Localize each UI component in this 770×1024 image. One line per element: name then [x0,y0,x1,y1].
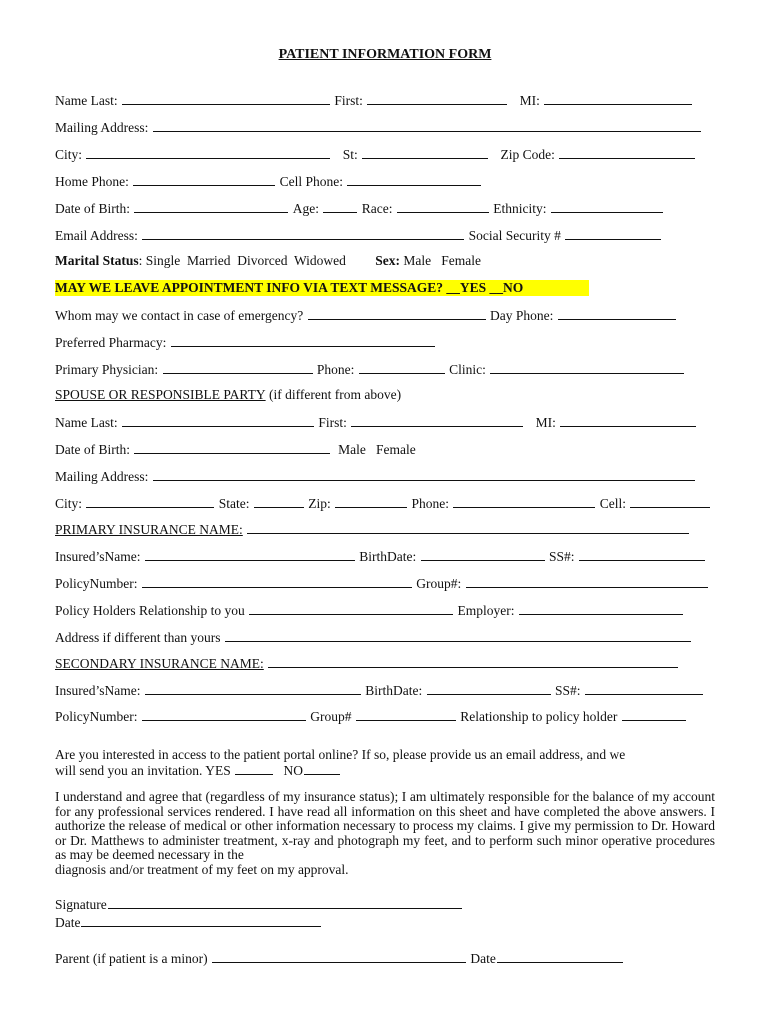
secondary-insurance-name-field[interactable] [268,655,678,668]
mailing-address-label: Mailing Address: [55,120,149,135]
race-field[interactable] [397,200,489,213]
mailing-address-field[interactable] [153,119,701,132]
spouse-city-label: City: [55,496,83,511]
form-title: PATIENT INFORMATION FORM [278,47,492,62]
secondary-insured-name-field[interactable] [145,682,361,695]
pharmacy-field[interactable] [171,334,435,347]
secondary-insurance-heading-row [55,655,679,672]
primary-insured-row [55,548,706,565]
parent-date-field[interactable] [497,950,623,963]
spouse-address-row [55,468,696,485]
spouse-heading-note: (if different from above) [265,387,402,402]
parent-signature-field[interactable] [212,950,466,963]
emergency-field[interactable] [308,307,486,320]
primary-employer-label: Employer: [457,603,515,618]
race-label: Race: [361,201,393,216]
spouse-city-row [55,495,711,512]
agreement-text-last: diagnosis and/or treatment of my feet on my approval. [55,861,349,877]
secondary-policy-number-field[interactable] [142,708,306,721]
parent-row [55,950,624,967]
spouse-first-label: First: [318,415,347,430]
zip-label: Zip Code: [500,147,555,162]
state-field[interactable] [362,146,488,159]
name-last-label: Name Last: [55,93,118,108]
mi-field[interactable] [544,92,692,105]
parent-label: Parent (if patient is a minor) [55,951,208,966]
spouse-zip-label: Zip: [308,496,331,511]
spouse-heading: SPOUSE OR RESPONSIBLE PARTY [55,387,266,402]
secondary-ss-field[interactable] [585,682,703,695]
primary-insurance-heading: PRIMARY INSURANCE NAME: [55,522,243,537]
age-label: Age: [292,201,319,216]
portal-text-1: Are you interested in access to the patient portal online? If so, please provide us an email address, and we [55,747,626,762]
primary-relationship-row [55,602,684,619]
mi-label: MI: [519,93,540,108]
portal-no-field[interactable] [304,762,340,775]
st-label: St: [342,147,358,162]
spouse-dob-field[interactable] [134,441,330,454]
spouse-name-last-label: Name Last: [55,415,118,430]
secondary-birthdate-label: BirthDate: [365,683,423,698]
primary-policy-row [55,575,709,592]
patient-name-row [55,92,693,109]
signature-date-label: Date [55,915,81,930]
physician-phone-field[interactable] [359,361,445,374]
secondary-insured-name-label: Insured’sName: [55,683,141,698]
city-label: City: [55,147,83,162]
spouse-dob-label: Date of Birth: [55,442,130,457]
age-field[interactable] [323,200,357,213]
primary-insured-name-label: Insured’sName: [55,549,141,564]
dob-label: Date of Birth: [55,201,130,216]
spouse-mi-label: MI: [535,415,556,430]
physician-field[interactable] [163,361,313,374]
email-field[interactable] [142,227,464,240]
spouse-sex-options[interactable]: Male Female [334,442,416,457]
primary-relationship-field[interactable] [249,602,453,615]
spouse-phone-field[interactable] [453,495,595,508]
cell-phone-field[interactable] [347,173,481,186]
sex-label: Sex: [375,253,401,268]
spouse-dob-row [55,441,416,458]
spouse-name-row [55,414,697,431]
spouse-first-field[interactable] [351,414,523,427]
signature-date-row [55,914,322,931]
primary-ss-label: SS#: [548,549,575,564]
dob-row [55,200,664,217]
primary-relationship-label: Policy Holders Relationship to you [55,603,245,618]
emergency-label: Whom may we contact in case of emergency? [55,308,304,323]
primary-address-row [55,629,692,646]
primary-insurance-heading-row [55,521,690,538]
spouse-cell-field[interactable] [630,495,710,508]
email-label: Email Address: [55,228,138,243]
secondary-group-label: Group# [310,709,352,724]
primary-address-field[interactable] [225,629,691,642]
spouse-heading-row [55,387,401,403]
clinic-field[interactable] [490,361,684,374]
secondary-policy-row [55,708,687,725]
home-phone-label: Home Phone: [55,174,129,189]
secondary-group-field[interactable] [356,708,456,721]
city-row [55,146,696,163]
city-field[interactable] [86,146,330,159]
secondary-ss-label: SS#: [554,683,581,698]
secondary-policy-number-label: PolicyNumber: [55,709,138,724]
ssn-field[interactable] [565,227,661,240]
portal-text-2: will send you an invitation. YES [55,763,231,778]
signature-date-field[interactable] [81,914,321,927]
spouse-phone-label: Phone: [411,496,450,511]
primary-group-label: Group#: [416,576,462,591]
spouse-name-last-field[interactable] [122,414,314,427]
first-name-field[interactable] [367,92,507,105]
portal-no-label: NO [283,763,303,778]
email-row [55,227,662,244]
primary-address-label: Address if different than yours [55,630,221,645]
primary-birthdate-label: BirthDate: [359,549,417,564]
dob-field[interactable] [134,200,288,213]
agreement-paragraph [55,790,715,877]
day-phone-label: Day Phone: [490,308,554,323]
signature-field[interactable] [108,896,462,909]
primary-group-field[interactable] [466,575,708,588]
cell-phone-label: Cell Phone: [279,174,343,189]
physician-label: Primary Physician: [55,362,159,377]
spouse-cell-label: Cell: [599,496,627,511]
primary-birthdate-field[interactable] [421,548,545,561]
agreement-text: I understand and agree that (regardless of my insurance status); I am ultimately responsible for the balance of my account for any professional services rendered. I have read all information on this sheet and have completed the above answers. I authorize the release of medical or other information necessary to process my claims. I give my permission to Dr. Howard or Dr. Matthews to administer treatment, x-ray and photograph my feet, and to perform such minor operative procedures as may be deemed necessary in the [55,789,715,862]
portal-question-line-2 [55,762,341,779]
spouse-mailing-address-field[interactable] [153,468,695,481]
secondary-relationship-label: Relationship to policy holder [460,709,618,724]
day-phone-field[interactable] [558,307,676,320]
spouse-state-label: State: [218,496,250,511]
name-last-field[interactable] [122,92,330,105]
sex-options[interactable]: Male Female [400,253,482,268]
primary-insurance-name-field[interactable] [247,521,689,534]
spouse-mailing-address-label: Mailing Address: [55,469,149,484]
marital-status-options[interactable]: : Single Married Divorced Widowed [138,253,346,268]
portal-question-line-1 [55,747,715,763]
pharmacy-label: Preferred Pharmacy: [55,335,167,350]
emergency-row [55,307,677,324]
mailing-address-row [55,119,702,136]
home-phone-field[interactable] [133,173,275,186]
spouse-mi-field[interactable] [560,414,696,427]
spouse-state-field[interactable] [254,495,304,508]
primary-employer-field[interactable] [519,602,683,615]
primary-insured-name-field[interactable] [145,548,355,561]
marital-status-label: Marital Status [55,253,139,268]
ethnicity-field[interactable] [551,200,663,213]
spouse-city-field[interactable] [86,495,214,508]
phone-row [55,173,482,190]
physician-row [55,361,685,378]
zip-field[interactable] [559,146,695,159]
ethnicity-label: Ethnicity: [493,201,547,216]
clinic-label: Clinic: [449,362,486,377]
signature-row [55,896,463,913]
marital-sex-row [55,253,481,269]
pharmacy-row [55,334,436,351]
primary-policy-number-field[interactable] [142,575,412,588]
secondary-insured-row [55,682,704,699]
spouse-zip-field[interactable] [335,495,407,508]
parent-date-label: Date [470,951,496,966]
signature-label: Signature [55,897,107,912]
physician-phone-label: Phone: [316,362,355,377]
primary-ss-field[interactable] [579,548,705,561]
first-label: First: [334,93,363,108]
text-message-row [55,280,589,296]
text-message-question[interactable]: MAY WE LEAVE APPOINTMENT INFO VIA TEXT MESSAGE? __YES __NO [55,280,589,296]
secondary-relationship-field[interactable] [622,708,686,721]
secondary-insurance-heading: SECONDARY INSURANCE NAME: [55,656,264,671]
primary-policy-number-label: PolicyNumber: [55,576,138,591]
portal-yes-field[interactable] [235,762,273,775]
ssn-label: Social Security # [468,228,561,243]
secondary-birthdate-field[interactable] [427,682,551,695]
